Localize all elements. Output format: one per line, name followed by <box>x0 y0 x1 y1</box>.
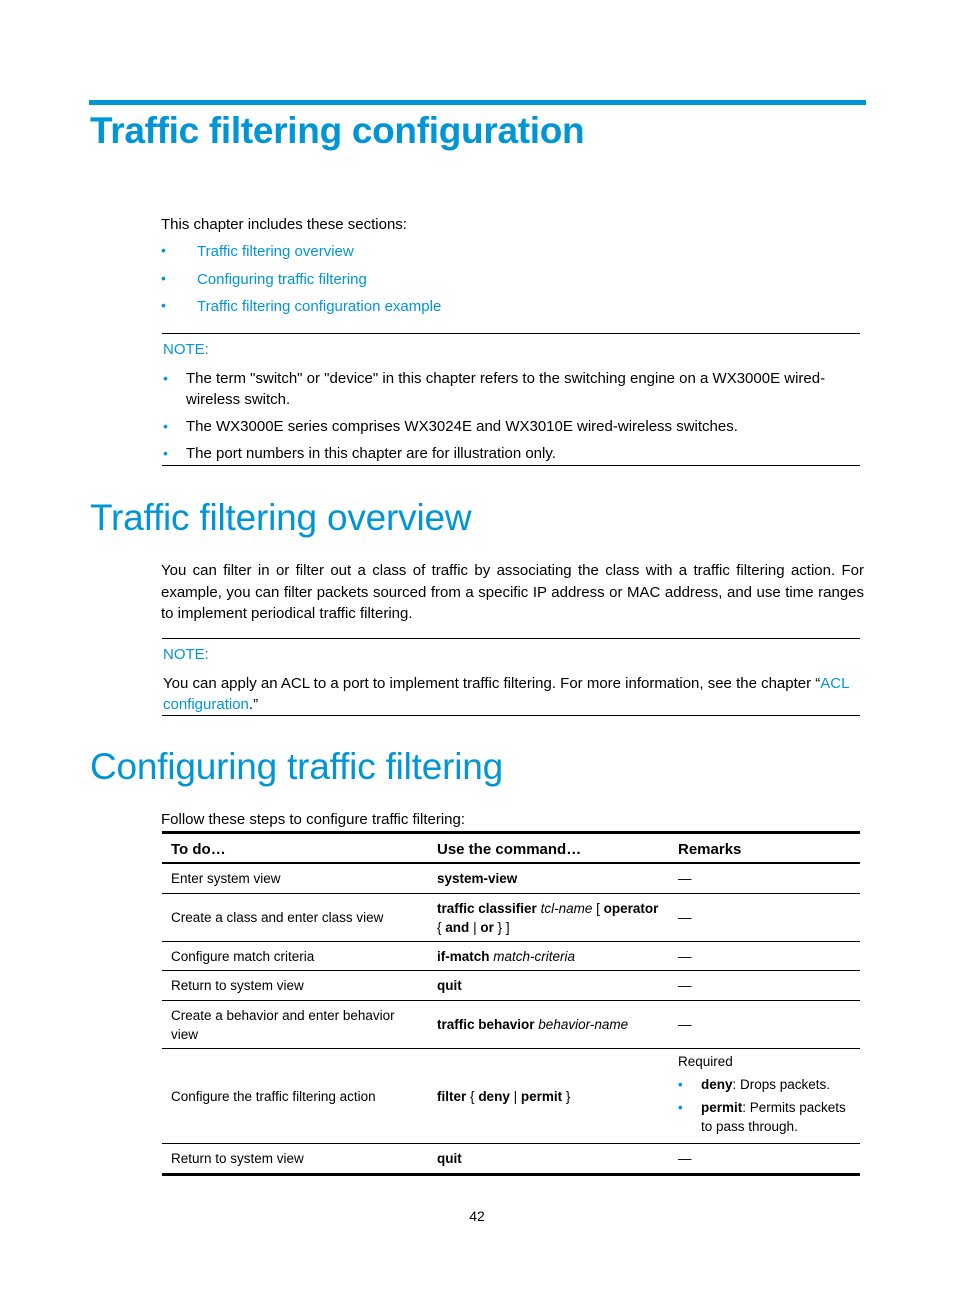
cell-command: system-view <box>428 863 669 894</box>
section-title-overview: Traffic filtering overview <box>90 497 472 538</box>
header-remarks: Remarks <box>669 833 860 863</box>
section-list <box>161 243 441 326</box>
cell-todo: Create a behavior and enter behavior view <box>162 1001 428 1049</box>
cell-todo: Enter system view <box>162 863 428 894</box>
note-item: • The WX3000E series comprises WX3024E and WX3010E wired-wireless switches. <box>163 416 860 437</box>
table-row <box>162 1144 860 1175</box>
note-item: • The port numbers in this chapter are for illustration only. <box>163 443 860 464</box>
page-number: 42 <box>469 1208 485 1224</box>
cell-command: quit <box>428 1144 669 1175</box>
cell-command: filter { deny | permit } <box>428 1049 669 1144</box>
cell-command: traffic classifier tcl-name [ operator { and | or } ] <box>428 894 669 942</box>
cell-remark: — <box>669 942 860 971</box>
steps-intro: Follow these steps to configure traffic filtering: <box>161 811 466 828</box>
toc-link-overview[interactable]: Traffic filtering overview <box>197 243 354 260</box>
header-command: Use the command… <box>428 833 669 863</box>
note-bottom-rule <box>162 465 860 466</box>
remark-item: • permit: Permits packets to pass through. <box>678 1098 851 1136</box>
remark-list <box>678 1075 851 1136</box>
toc-item <box>161 298 441 326</box>
acl-configuration-link[interactable]: ACL configuration <box>163 675 849 713</box>
cell-command: quit <box>428 971 669 1001</box>
remark-required: Required <box>678 1054 733 1069</box>
command-table <box>162 831 860 1176</box>
section-title-configuring: Configuring traffic filtering <box>90 746 504 787</box>
cell-todo: Configure the traffic filtering action <box>162 1049 428 1144</box>
header-todo: To do… <box>162 833 428 863</box>
table-row <box>162 1001 860 1049</box>
cell-remark: — <box>669 894 860 942</box>
note-bottom-rule <box>162 715 860 716</box>
table-row <box>162 863 860 894</box>
note-item: • The term "switch" or "device" in this chapter refers to the switching engine on a WX3000E wired-wireless switch. <box>163 368 860 410</box>
chapter-top-bar <box>89 100 866 105</box>
toc-item <box>161 271 441 299</box>
cell-remark <box>669 1049 860 1144</box>
chapter-title: Traffic filtering configuration <box>90 110 585 151</box>
cell-command: traffic behavior behavior-name <box>428 1001 669 1049</box>
table-row <box>162 942 860 971</box>
toc-link-configuring[interactable]: Configuring traffic filtering <box>197 270 367 288</box>
note-list <box>163 368 860 470</box>
intro-text: This chapter includes these sections: <box>161 216 407 233</box>
note-label: NOTE: <box>163 341 209 358</box>
cell-todo: Return to system view <box>162 1144 428 1175</box>
table-row <box>162 1049 860 1144</box>
table-row <box>162 971 860 1001</box>
cell-remark: — <box>669 1144 860 1175</box>
note-top-rule <box>162 333 860 334</box>
cell-todo: Return to system view <box>162 971 428 1001</box>
table-header-row <box>162 833 860 863</box>
note-text: You can apply an ACL to a port to implement traffic filtering. For more information, see the chapter “ACL configuration.” <box>163 675 849 713</box>
note-top-rule <box>162 638 860 639</box>
overview-paragraph: You can filter in or filter out a class of traffic by associating the class with a traffic filtering action. For example, you can filter packets sourced from a specific IP address or MAC address, and use time ranges to implement periodical traffic filtering. <box>161 562 864 622</box>
cell-remark: — <box>669 1001 860 1049</box>
toc-link-example[interactable]: Traffic filtering configuration example <box>197 298 442 316</box>
cell-command: if-match match-criteria <box>428 942 669 971</box>
table-row <box>162 894 860 942</box>
remark-item: • deny: Drops packets. <box>678 1075 851 1094</box>
cell-remark: — <box>669 863 860 894</box>
cell-todo: Configure match criteria <box>162 942 428 971</box>
note-label: NOTE: <box>163 646 209 663</box>
cell-todo: Create a class and enter class view <box>162 894 428 942</box>
toc-item <box>161 243 441 271</box>
cell-remark: — <box>669 971 860 1001</box>
